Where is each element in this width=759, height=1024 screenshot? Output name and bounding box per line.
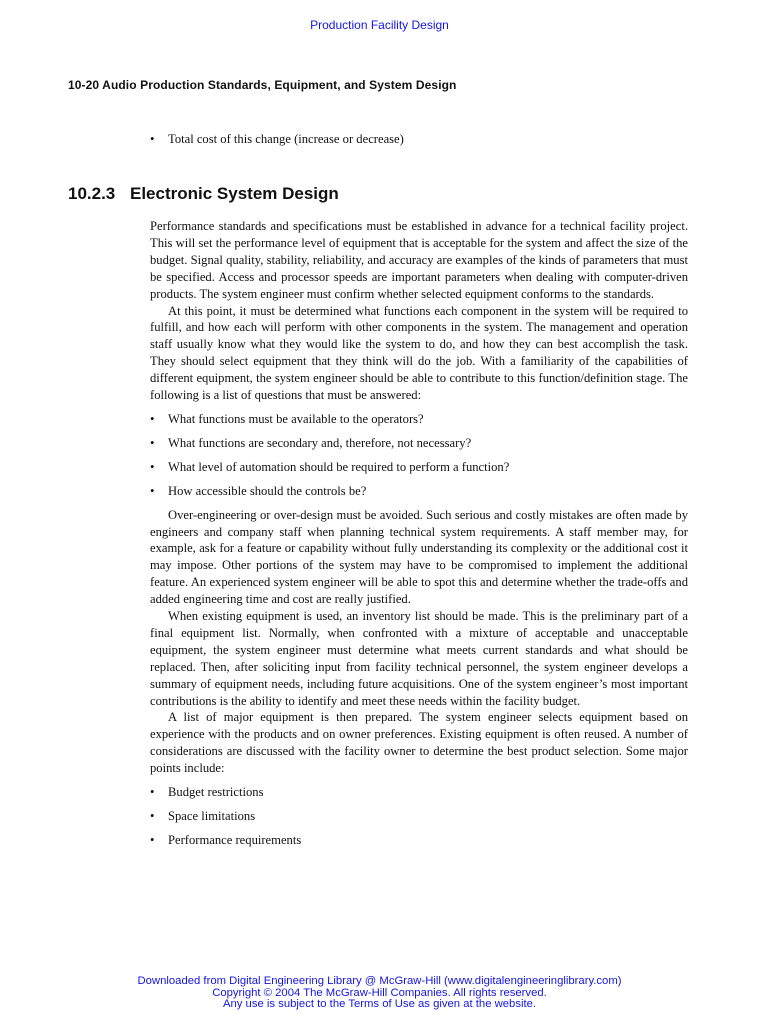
list-item (150, 784, 688, 801)
body-column (150, 218, 688, 849)
list-item-text: Performance requirements (168, 832, 302, 847)
list-item-text: What functions must be available to the operators? (168, 411, 424, 426)
bullet-icon: • (150, 132, 155, 146)
list-item-text: Total cost of this change (increase or decrease) (168, 132, 404, 146)
section-title: Electronic System Design (130, 184, 339, 203)
list-item-text: Space limitations (168, 809, 256, 823)
list-item (150, 411, 688, 428)
bullet-icon: • (150, 459, 155, 474)
footer (0, 976, 759, 1011)
list-item-text: What level of automation should be required to perform a function? (168, 459, 510, 474)
bullet-icon: • (150, 809, 155, 823)
paragraph: Performance standards and specifications must be established in advance for a technical facility project. This will set the performance level of equipment that is acceptable for the system and affect the size of the budget. Signal quality, stability, reliability, and accuracy are examples of the kinds of parameters that must be specified. Access and processor speeds are important parameters when dealing with computer-driven products. The system engineer must confirm whether selected equipment conforms to the standards. (150, 219, 688, 301)
list-item-text: How accessible should the controls be? (168, 483, 367, 498)
bullet-icon: • (150, 411, 155, 426)
top-link[interactable]: Production Facility Design (310, 18, 449, 32)
question-list (150, 411, 688, 500)
paragraph: Over-engineering or over-design must be avoided. Such serious and costly mistakes are often made by engineers and company staff when planning technical system requirements. A staff member may, for example, ask for a feature or capability without fully understanding its complexity or the additional cost it may impose. Other portions of the system may have to be compromised to implement the additional feature. An experienced system engineer will be able to spot this and determine whether the trade-offs and added engineering time and cost are really justified. (150, 507, 688, 607)
list-item (150, 808, 688, 825)
footer-download-link[interactable]: Downloaded from Digital Engineering Library @ McGraw-Hill (www.digitalengineeringlibrary.com) (137, 975, 622, 987)
list-item (150, 131, 688, 148)
list-item (150, 435, 688, 452)
running-head: 10-20 Audio Production Standards, Equipment, and System Design (68, 78, 457, 92)
paragraph: At this point, it must be determined what functions each component in the system will be required to fulfill, and how each will perform with other components in the system. The management and operation staff usually know what they would like the system to do, and how they can best accomplish the task. They should select equipment that they think will do the job. With a familiarity of the capabilities of different equipment, the system engineer should be able to contribute to this function/definition stage. The following is a list of questions that must be answered: (150, 303, 688, 403)
paragraph: A list of major equipment is then prepared. The system engineer selects equipment based on experience with the products and on owner preferences. Existing equipment is often reused. A number of considerations are discussed with the facility owner to determine the best product selection. Some major points include: (150, 710, 688, 776)
list-item (150, 483, 688, 500)
points-list (150, 784, 688, 849)
footer-terms-link[interactable]: Any use is subject to the Terms of Use as given at the website. (222, 998, 537, 1011)
bullet-icon: • (150, 785, 155, 800)
list-item (150, 832, 688, 849)
section-number: 10.2.3 (68, 184, 116, 203)
list-item-text: What functions are secondary and, therefore, not necessary? (168, 435, 472, 450)
top-bullet-list (150, 131, 688, 148)
bullet-icon: • (150, 435, 155, 450)
footer-copyright: Copyright © 2004 The McGraw-Hill Companies. All rights reserved. (212, 986, 547, 999)
list-item-text: Budget restrictions (168, 785, 264, 800)
bullet-icon: • (150, 832, 155, 847)
section-heading (68, 184, 339, 204)
list-item (150, 459, 688, 476)
bullet-icon: • (150, 483, 155, 498)
paragraph: When existing equipment is used, an inventory list should be made. This is the preliminary part of a final equipment list. Normally, when confronted with a mixture of acceptable and unacceptable equipment, the system engineer must determine what meets current standards and what should be replaced. Then, after soliciting input from facility technical personnel, the system engineer develops a summary of equipment needs, including future acquisitions. One of the system engineer’s most important contributions is the ability to identify and meet these needs within the facility budget. (150, 609, 688, 708)
